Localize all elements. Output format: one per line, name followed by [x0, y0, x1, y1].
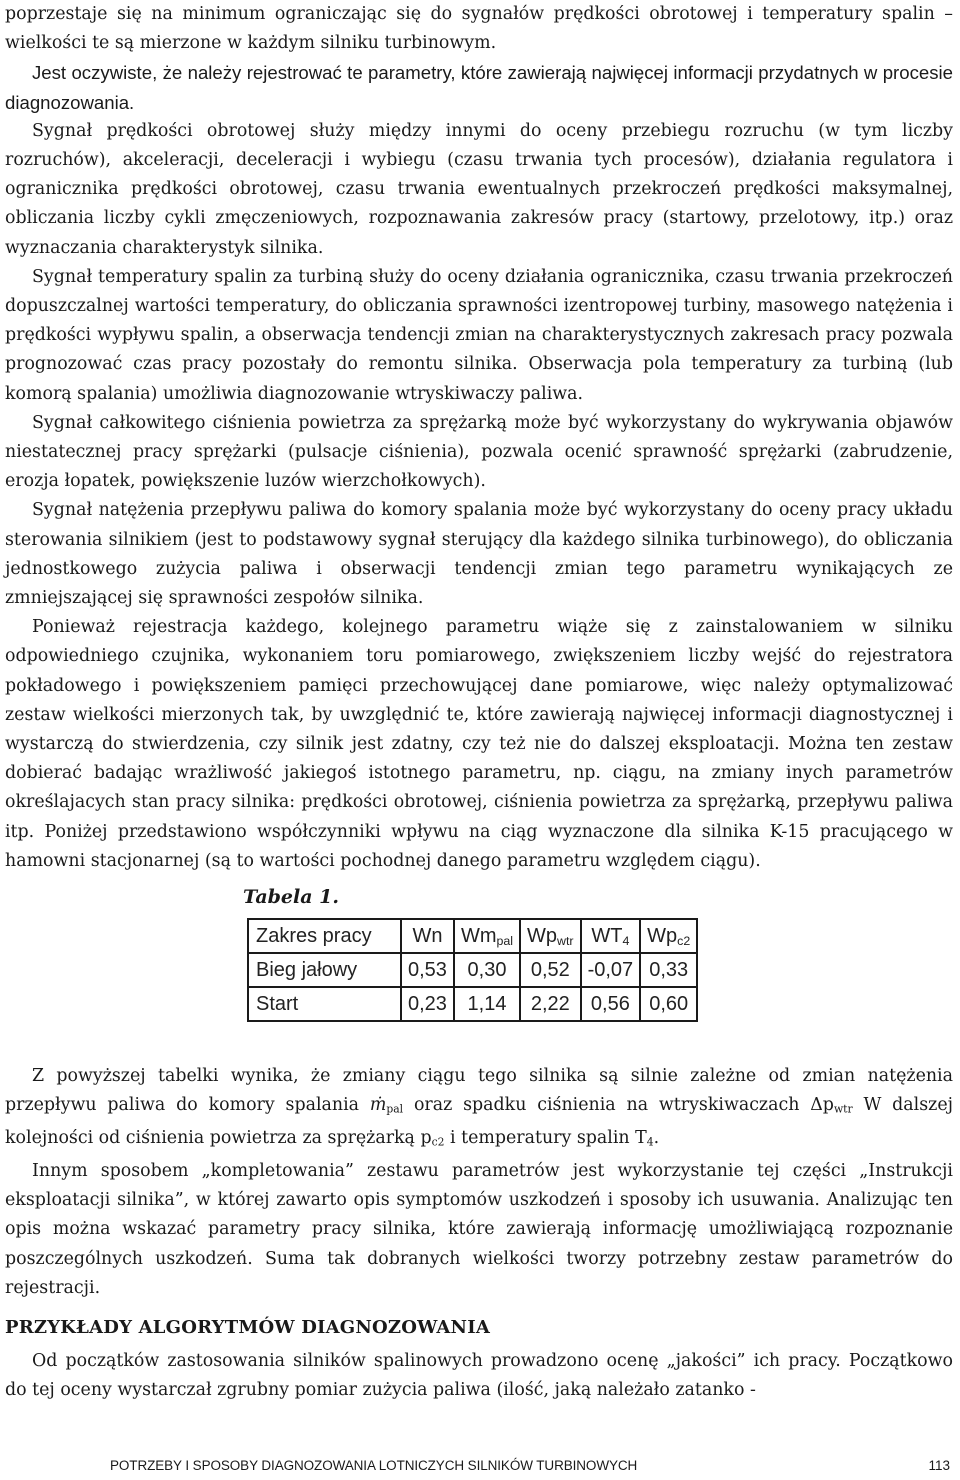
table-caption: Tabela 1. [243, 886, 339, 909]
table-cell: 0,56 [581, 987, 641, 1021]
paragraph: Jest oczywiste, że należy rejestrować te parametry, które zawierają najwięcej informacji przydatnych w procesie diagnozowania. [5, 62, 953, 113]
paragraph: Sygnał całkowitego ciśnienia powietrza za sprężarką może być wykorzystany do wykrywania objawów niestatecznej pracy sprężarki (pulsacje ciśnienia), pozwala ocenić sprawność sprężarki (zabrudzenie, erozja łopatek, powiększenie luzów wierzchołkowych). [5, 412, 953, 492]
table-container [5, 918, 953, 1022]
subscript: 4 [646, 1135, 654, 1149]
header-cell-wp [520, 919, 581, 953]
subscript: pal [386, 1102, 404, 1116]
text-run: Z powyższej tabelki wynika, że zmiany ciągu tego silnika są silnie zależne od zmian natężenia przepływu paliwa do komory spalania [5, 1066, 953, 1116]
table-cell: Bieg jałowy [248, 953, 401, 987]
header-subscript: pal [496, 933, 514, 948]
header-cell-wn: Wn [401, 919, 454, 953]
header-cell-wm [454, 919, 520, 953]
paragraph: poprzestaje się na minimum ograniczając się do sygnałów prędkości obrotowej i temperatury spalin – wielkości te są mierzone w każdym silniku turbinowym. [5, 4, 953, 54]
mass-flow-symbol: ṁ [369, 1095, 387, 1116]
paragraph: Sygnał temperatury spalin za turbiną służy do oceny działania ogranicznika, czasu trwania przekroczeń dopuszczalnej wartości temperatury, do obliczania sprawności izentropowej turbiny, masowego natężenia i prędkości wypływu spalin, a obserwacja tendencji zmian na charakterystycznych zakresach pracy pozwala prognozować czas pracy pozostały do remontu silnika. Obserwacja pola temperatury za turbiną (lub komorą spalania) umożliwia diagnozowanie wtryskiwaczy paliwa. [5, 266, 953, 404]
table-cell: 2,22 [520, 987, 581, 1021]
table-cell: 0,60 [640, 987, 697, 1021]
table-cell: Start [248, 987, 401, 1021]
paragraph: Ponieważ rejestracja każdego, kolejnego parametru wiąże się z zainstalowaniem w silniku odpowiedniego czujnika, wykonaniem toru pomiarowego, zwiększeniem liczby wejść do rejestratora pokładowego i powiększeniem pamięci przechowującej dane pomiarowe, więc należy optymalizować zestaw wielkości mierzonych tak, by uwzględnić te, które zawierają najwięcej informacji diagnostycznej i wystarczą do stwierdzenia, czy silnik jest zdatny, czy też nie do dalszej eksploatacji. Można ten zestaw dobierać badając wrażliwość jakiegoś istotnego parametru, np. ciągu, na zmiany inych parametrów określajacych stan pracy silnika: prędkości obrotowej, ciśnienia powietrza za sprężarką, przepływu paliwa itp. Poniżej przedstawiono współczynniki wpływu na ciąg wyznaczone dla silnika K-15 pracującego w hamowni stacjonarnej (są to wartości pochodnej danego parametru względem ciągu). [5, 617, 953, 871]
table-cell: 0,52 [520, 953, 581, 987]
table-cell: 1,14 [454, 987, 520, 1021]
table-cell: 0,30 [454, 953, 520, 987]
header-text: WT [591, 924, 623, 947]
header-subscript: 4 [622, 933, 630, 948]
table-row [248, 987, 697, 1021]
coefficient-table [247, 918, 698, 1022]
text-run: oraz spadku ciśnienia na wtryskiwaczach Δp [403, 1095, 834, 1116]
subscript: wtr [833, 1102, 853, 1116]
table-header-row [248, 919, 697, 953]
paragraph: Sygnał natężenia przepływu paliwa do komory spalania może być wykorzystany do oceny pracy układu sterowania silnikiem (jest to podstawowy sygnał sterujący dla każdego silnika turbinowego), do obliczania jednostkowego zużycia paliwa i obserwacji tendencji zmian tego parametru wynikających ze zmniejszającej się sprawności zespołów silnika. [5, 500, 953, 609]
paragraph: Sygnał prędkości obrotowej służy między innymi do oceny przebiegu rozruchu (w tym liczby rozruchów), akceleracji, deceleracji i wybiegu (czasu trwania tych procesów), działania regulatora i ogranicznika prędkości obrotowej, czasu trwania ewentualnych przekroczeń prędkości maksymalnej, obliczania liczby cykli zmęczeniowych, rozpoznawania zakresów pracy (startowy, przelotowy, itp.) oraz wyznaczania charakterystyk silnika. [5, 120, 953, 258]
text-run: . [653, 1128, 660, 1149]
text-run: i temperatury spalin T [444, 1128, 647, 1149]
header-cell-range: Zakres pracy [248, 919, 401, 953]
header-subscript: c2 [677, 933, 691, 948]
header-subscript: wtr [557, 933, 574, 948]
page-number: 113 [928, 1458, 950, 1473]
header-cell-wt [581, 919, 641, 953]
header-cell-wpc [640, 919, 697, 953]
footer-title: POTRZEBY I SPOSOBY DIAGNOZOWANIA LOTNICZYCH SILNIKÓW TURBINOWYCH [110, 1458, 638, 1473]
paragraph: Innym sposobem „kompletowania” zestawu parametrów jest wykorzystanie tej części „Instrukcji eksploatacji silnika”, w której zawarto opis symptomów uszkodzeń i sposoby ich usuwania. Analizując ten opis można wskazać parametry pracy silnika, które zawierają informację umożliwiającą rozpoznanie poszczególnych uszkodzeń. Suma tak dobranych wielkości tworzy potrzebny zestaw parametrów do rejestracji. [5, 1161, 953, 1298]
table-cell: 0,53 [401, 953, 454, 987]
text-run: W dalszej kolejności od ciśnienia powietrza za sprężarką p [5, 1095, 954, 1149]
subscript: c2 [431, 1135, 445, 1149]
header-text: Wp [647, 924, 678, 947]
section-heading: PRZYKŁADY ALGORYTMÓW DIAGNOZOWANIA [5, 1317, 490, 1339]
document-page [5, 0, 953, 1406]
header-text: Wm [460, 924, 497, 947]
header-text: Wp [527, 924, 558, 947]
paragraph: Od początków zastosowania silników spalinowych prowadzono ocenę „jakości” ich pracy. Początkowo do tej oceny wystarczał zgrubny pomiar zużycia paliwa (ilość, jaką należało zatanko - [5, 1351, 953, 1401]
paragraph-table-conclusion [5, 1062, 953, 1157]
table-cell: 0,23 [401, 987, 454, 1021]
table-row [248, 953, 697, 987]
table-cell: -0,07 [581, 953, 641, 987]
table-cell: 0,33 [640, 953, 697, 987]
